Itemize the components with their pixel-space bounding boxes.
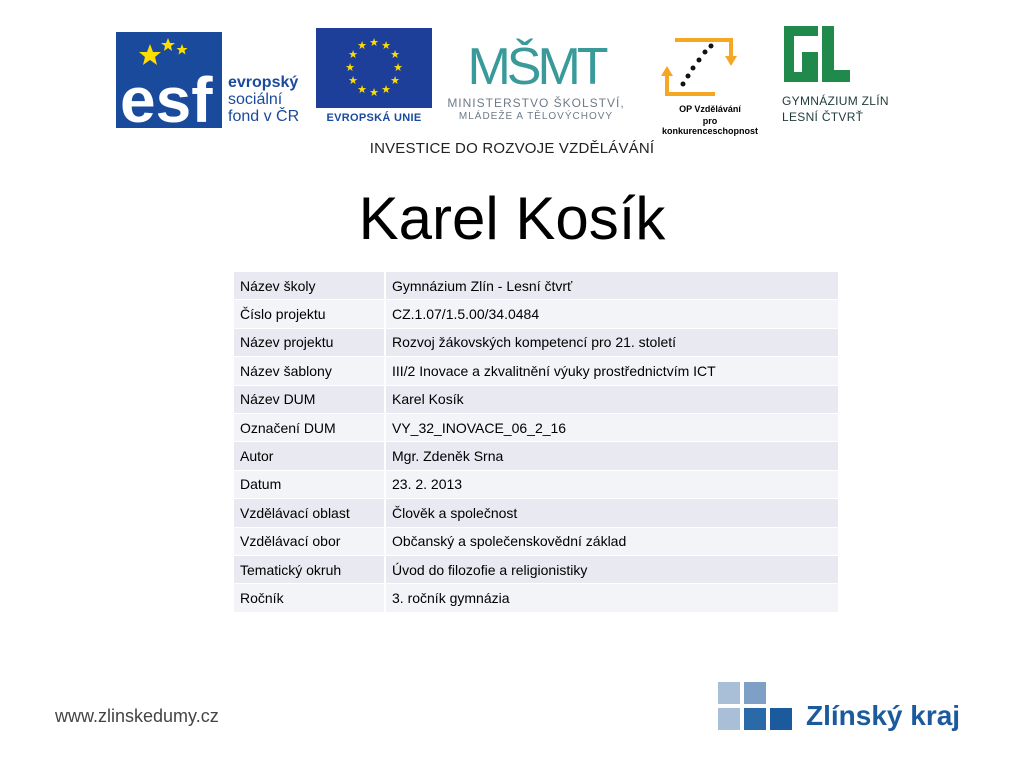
table-row — [234, 272, 838, 300]
tagline: INVESTICE DO ROZVOJE VZDĚLÁVÁNÍ — [369, 140, 655, 157]
row-key: Číslo projektu — [234, 300, 385, 328]
row-value: CZ.1.07/1.5.00/34.0484 — [385, 300, 838, 328]
row-value: III/2 Inovace a zkvalitnění výuky prostřednictvím ICT — [385, 357, 838, 385]
svg-text:★: ★ — [390, 74, 400, 87]
esf-line-3: fond v ČR — [228, 108, 300, 125]
table-row — [234, 300, 838, 328]
eu-logo — [316, 28, 432, 132]
table-row — [234, 527, 838, 555]
website-link[interactable]: www.zlinskedumy.cz — [55, 706, 219, 726]
info-table — [234, 272, 838, 613]
svg-text:★: ★ — [393, 61, 403, 74]
esf-line-2: sociální — [228, 91, 283, 108]
msmt-line-2: MLÁDEŽE A TĚLOVÝCHOVY — [458, 111, 614, 122]
svg-text:MŠMT: MŠMT — [467, 38, 605, 96]
msmt-line-1: MINISTERSTVO ŠKOLSTVÍ, — [447, 96, 625, 110]
gymnazium-logo — [782, 26, 912, 126]
table-row — [234, 442, 838, 470]
table-row — [234, 413, 838, 441]
msmt-monogram-icon — [438, 26, 634, 96]
row-key: Název DUM — [234, 385, 385, 413]
row-value: 23. 2. 2013 — [385, 470, 838, 498]
esf-emblem-icon — [116, 30, 226, 130]
page-title: Karel Kosík — [358, 185, 666, 252]
svg-text:★: ★ — [390, 48, 400, 61]
kraj-squares-icon — [718, 680, 802, 742]
table-row — [234, 555, 838, 583]
row-value: VY_32_INOVACE_06_2_16 — [385, 413, 838, 441]
table-row — [234, 357, 838, 385]
svg-text:★: ★ — [357, 39, 367, 52]
esf-line-1: evropský — [228, 74, 299, 91]
esf-logo — [116, 30, 306, 130]
row-key: Vzdělávací oblast — [234, 499, 385, 527]
region-label: Zlínský kraj — [806, 700, 961, 731]
row-value: Gymnázium Zlín - Lesní čtvrť — [385, 272, 838, 300]
table-row — [234, 385, 838, 413]
row-key: Tematický okruh — [234, 555, 385, 583]
svg-text:★: ★ — [369, 36, 379, 49]
row-value: Občanský a společenskovědní základ — [385, 527, 838, 555]
row-key: Název školy — [234, 272, 385, 300]
svg-text:★: ★ — [369, 86, 379, 99]
op-logo — [655, 34, 765, 134]
svg-text:★: ★ — [381, 39, 391, 52]
row-value: 3. ročník gymnázia — [385, 584, 838, 612]
row-key: Vzdělávací obor — [234, 527, 385, 555]
table-row — [234, 328, 838, 356]
row-key: Datum — [234, 470, 385, 498]
table-row — [234, 499, 838, 527]
row-key: Autor — [234, 442, 385, 470]
svg-text:★: ★ — [357, 83, 367, 96]
row-key: Označení DUM — [234, 413, 385, 441]
table-row — [234, 470, 838, 498]
eu-label: EVROPSKÁ UNIE — [326, 112, 422, 124]
row-value: Mgr. Zdeněk Srna — [385, 442, 838, 470]
svg-text:★: ★ — [345, 61, 355, 74]
table-row — [234, 584, 838, 612]
op-emblem-icon — [655, 34, 765, 100]
row-value: Úvod do filozofie a religionistiky — [385, 555, 838, 583]
row-key: Ročník — [234, 584, 385, 612]
gymnazium-line-2: LESNÍ ČTVRŤ — [782, 110, 864, 124]
op-line-1: OP Vzdělávání — [679, 104, 741, 114]
row-value: Rozvoj žákovských kompetencí pro 21. století — [385, 328, 838, 356]
eu-flag-icon — [316, 28, 432, 108]
logo-bar — [0, 22, 1024, 136]
row-value: Karel Kosík — [385, 385, 838, 413]
svg-text:★: ★ — [348, 48, 358, 61]
row-key: Název projektu — [234, 328, 385, 356]
msmt-logo — [438, 26, 634, 126]
op-line-2: pro konkurenceschopnost — [661, 116, 759, 136]
row-value: Člověk a společnost — [385, 499, 838, 527]
gl-emblem-icon — [782, 26, 852, 84]
gymnazium-line-1: GYMNÁZIUM ZLÍN — [782, 94, 889, 108]
svg-text:★: ★ — [381, 83, 391, 96]
zlinsky-kraj-logo — [718, 680, 968, 744]
svg-text:esf: esf — [120, 64, 213, 130]
row-key: Název šablony — [234, 357, 385, 385]
svg-text:★: ★ — [348, 74, 358, 87]
